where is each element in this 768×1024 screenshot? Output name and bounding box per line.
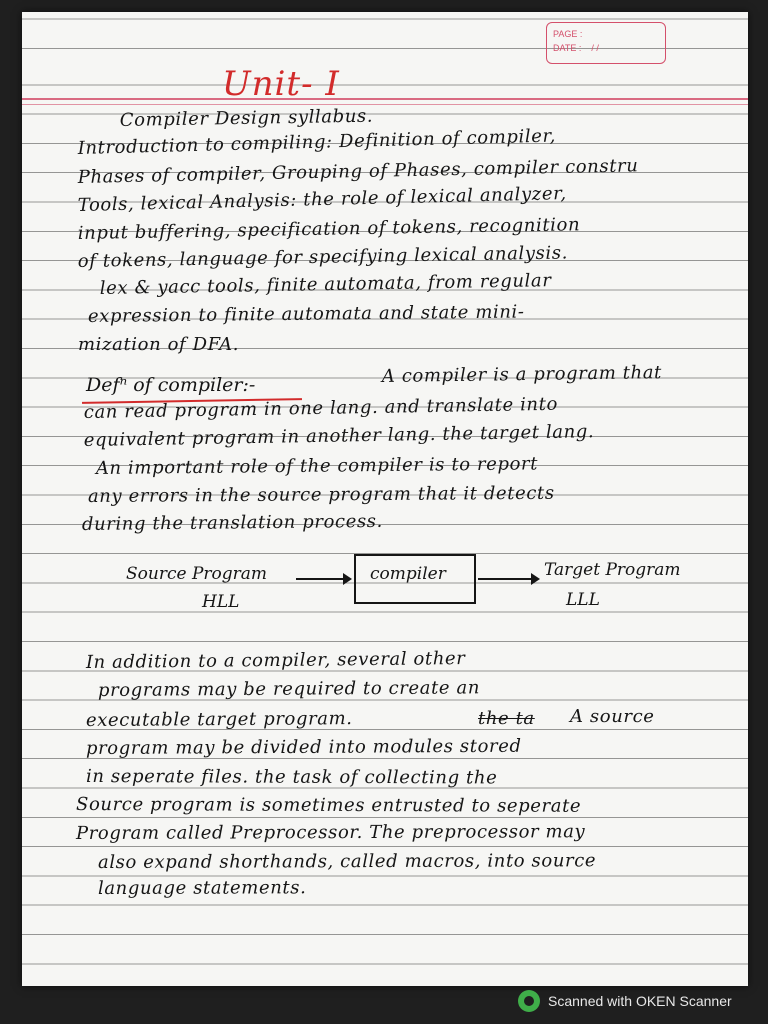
- syllabus-line: mization of DFA.: [78, 334, 240, 355]
- scanner-logo-icon: [518, 990, 540, 1012]
- paragraph-line: language statements.: [97, 877, 307, 899]
- definition-line: An important role of the compiler is to report: [95, 453, 539, 479]
- page-label: PAGE :: [553, 29, 583, 39]
- definition-line: during the translation process.: [81, 510, 384, 535]
- arrow-to-target: [478, 578, 538, 580]
- paragraph-line: In addition to a compiler, several other: [85, 648, 466, 673]
- paragraph-line: also expand shorthands, called macros, into source: [97, 850, 597, 873]
- definition-line: can read program in one lang. and translate into: [83, 393, 559, 423]
- red-margin-line: [22, 98, 748, 100]
- syllabus-line: expression to finite automata and state mini-: [87, 301, 525, 327]
- page-date-box: [546, 22, 666, 64]
- paragraph-line: program may be divided into modules stored: [85, 735, 522, 759]
- definition-line: A compiler is a program that: [381, 362, 663, 387]
- diagram-target: Target Program: [544, 560, 681, 580]
- page-title: Unit- I: [222, 64, 340, 104]
- diagram-compiler-box: compiler: [354, 554, 476, 604]
- syllabus-line: Introduction to compiling: Definition of compiler,: [77, 125, 557, 159]
- syllabus-line: input buffering, specification of tokens, recognition: [77, 214, 581, 244]
- syllabus-line: Tools, lexical Analysis: the role of lexical analyzer,: [77, 183, 567, 216]
- scanner-text: Scanned with OKEN Scanner: [548, 993, 732, 1009]
- date-value: / /: [591, 43, 599, 53]
- paragraph-line: programs may be required to create an: [97, 677, 481, 701]
- date-label: DATE :: [553, 43, 582, 53]
- paragraph-line: Program called Preprocessor. The preprocessor may: [75, 821, 586, 844]
- definition-line: equivalent program in another lang. the target lang.: [83, 421, 595, 451]
- paragraph-line: executable target program.: [85, 708, 353, 731]
- definition-line: any errors in the source program that it detects: [87, 482, 555, 507]
- notebook-page: [22, 12, 748, 986]
- definition-label: Defⁿ of compiler:-: [86, 374, 256, 396]
- paragraph-line: in seperate files. the task of collecting the: [86, 766, 498, 789]
- struck-text: the ta: [478, 708, 535, 729]
- syllabus-line: of tokens, language for specifying lexical analysis.: [77, 242, 569, 272]
- syllabus-line: Phases of compiler, Grouping of Phases, compiler constru: [77, 155, 639, 188]
- diagram-source-sub: HLL: [202, 592, 240, 612]
- syllabus-heading: Compiler Design syllabus.: [119, 105, 374, 131]
- syllabus-line: lex & yacc tools, finite automata, from regular: [99, 270, 552, 299]
- diagram-source: Source Program: [126, 564, 268, 584]
- arrow-to-compiler: [296, 578, 350, 580]
- paragraph-line: Source program is sometimes entrusted to seperate: [76, 794, 582, 817]
- scanner-watermark: [518, 990, 732, 1012]
- red-margin-line-secondary: [22, 104, 748, 105]
- paragraph-line: A source: [570, 706, 655, 727]
- diagram-target-sub: LLL: [566, 590, 600, 610]
